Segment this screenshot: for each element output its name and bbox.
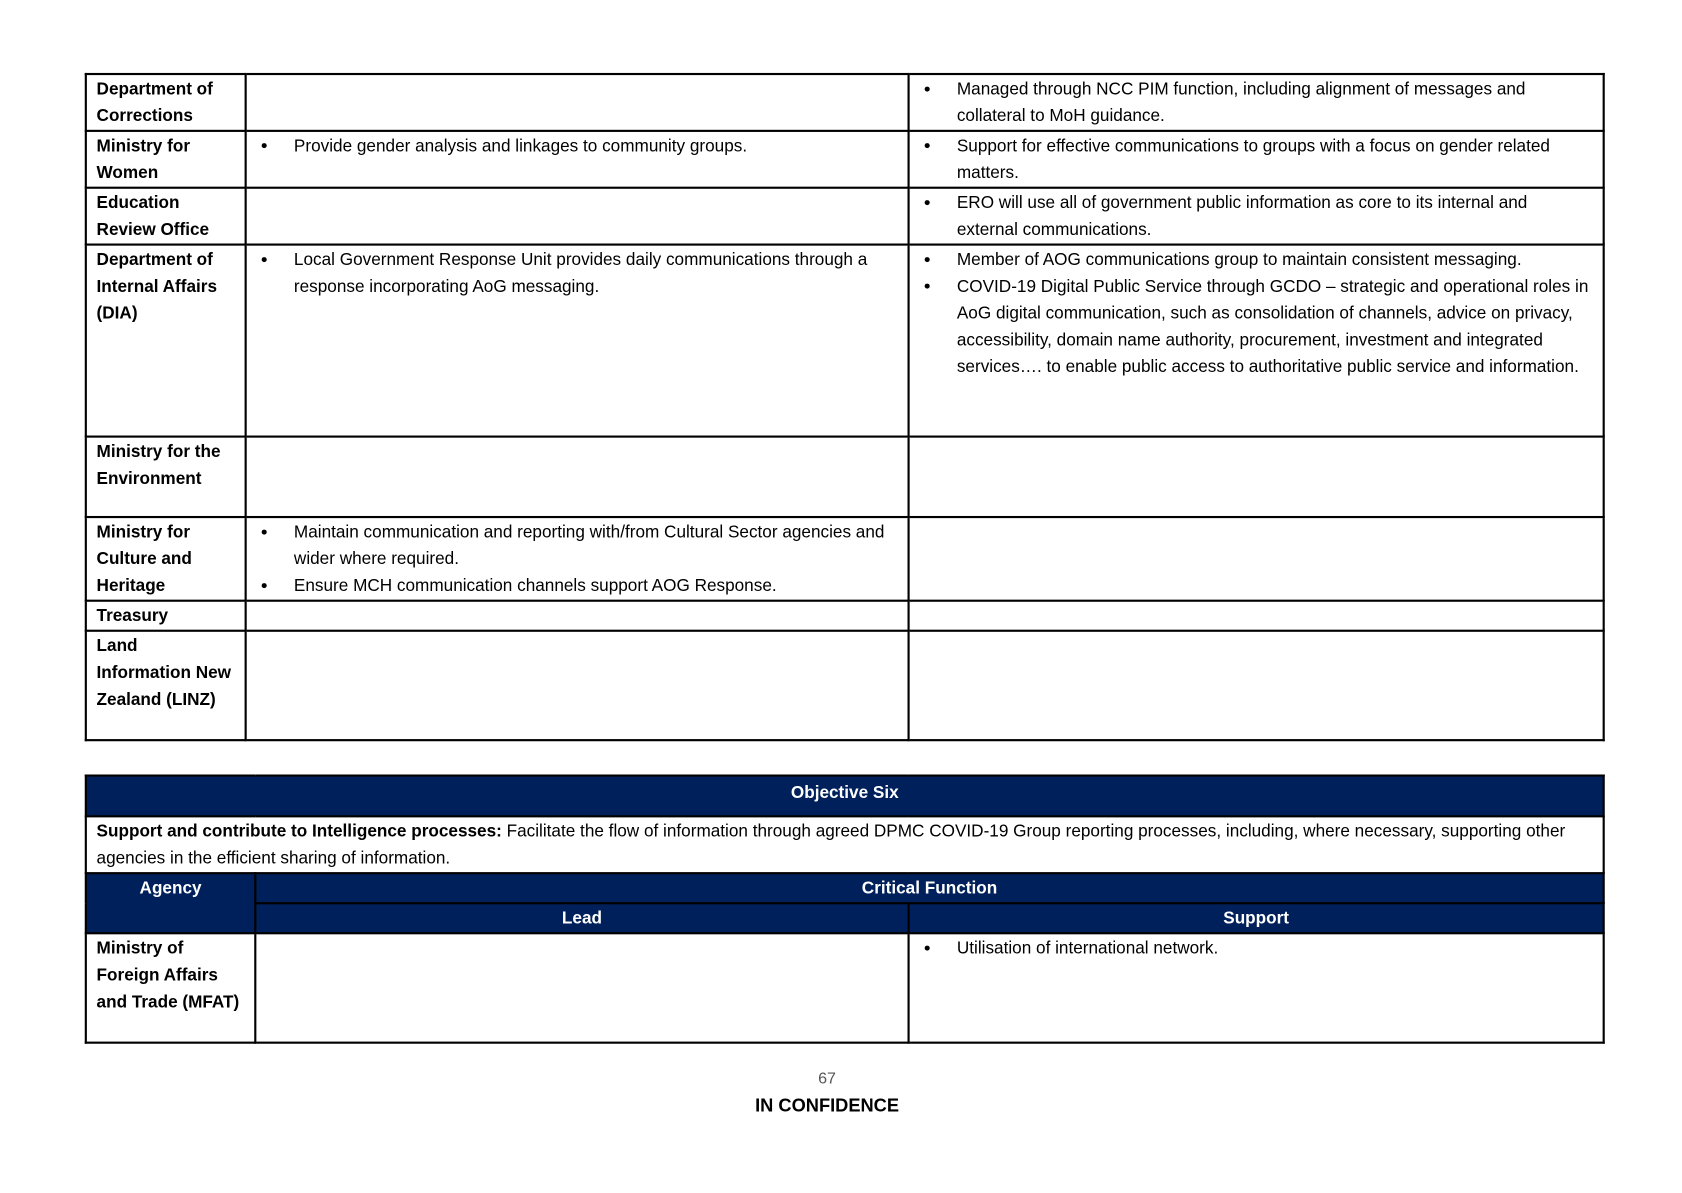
objective-title: Objective Six (86, 776, 1604, 817)
objective-description-text: Facilitate the flow of information through agreed DPMC COVID-19 Group reporting processes, including, where necessary, supporting other agencies in the efficient sharing of information. (96, 822, 1566, 868)
list-item-text: Maintain communication and reporting with/from Cultural Sector agencies and wider where required. (293, 523, 885, 569)
list-item-text: Utilisation of international network. (956, 939, 1219, 958)
table-row (86, 245, 1604, 437)
lead-cell (246, 245, 909, 437)
agency-functions-table (85, 73, 1605, 741)
support-cell (909, 517, 1604, 601)
classification-label: IN CONFIDENCE (755, 1095, 899, 1116)
list-item (919, 76, 1593, 130)
list-item (256, 133, 897, 160)
table-row (86, 131, 1604, 188)
lead-cell (246, 188, 909, 245)
list-item (256, 519, 897, 573)
lead-cell (255, 933, 908, 1042)
support-cell (909, 245, 1604, 437)
table-row (86, 517, 1604, 601)
agency-name: Land Information New Zealand (LINZ) (86, 631, 246, 740)
list-item-text: Local Government Response Unit provides daily communications through a response incorporating AoG messaging. (293, 251, 868, 297)
page-number: 67 (818, 1069, 837, 1088)
support-cell (909, 631, 1604, 740)
agency-name: Department of Internal Affairs (DIA) (86, 245, 246, 437)
table-row (86, 631, 1604, 740)
table-row (86, 601, 1604, 631)
list-item (919, 935, 1593, 962)
bullet-icon: ● (923, 82, 931, 96)
table-row (86, 188, 1604, 245)
header-support: Support (909, 903, 1604, 933)
support-cell (909, 74, 1604, 131)
bullet-icon: ● (923, 941, 931, 955)
agency-name: Ministry for Culture and Heritage (86, 517, 246, 601)
bullet-icon: ● (923, 139, 931, 153)
lead-cell (246, 131, 909, 188)
objective-six-table (85, 774, 1605, 1043)
bullet-icon: ● (923, 279, 931, 293)
list-item-text: ERO will use all of government public information as core to its internal and external communications. (956, 194, 1528, 240)
list-item-text: Member of AOG communications group to maintain consistent messaging. (956, 251, 1522, 270)
agency-name: Ministry for the Environment (86, 437, 246, 517)
list-item (256, 247, 897, 301)
bullet-icon: ● (923, 253, 931, 267)
objective-description (86, 816, 1604, 873)
objective-description-bold: Support and contribute to Intelligence processes: (96, 822, 502, 841)
list-item (256, 573, 897, 600)
lead-cell (246, 74, 909, 131)
list-item-text: COVID-19 Digital Public Service through GCDO – strategic and operational roles in AoG digital communication, such as consolidation of channels, advice on privacy, accessibility, domain name authority, procurement, investment and integrated services…. to enable public access to authoritative public service and information. (956, 277, 1589, 377)
lead-cell (246, 631, 909, 740)
list-item (919, 190, 1593, 244)
support-cell (909, 601, 1604, 631)
table-row (86, 74, 1604, 131)
bullet-icon: ● (260, 253, 268, 267)
lead-cell (246, 437, 909, 517)
list-item-text: Managed through NCC PIM function, including alignment of messages and collateral to MoH guidance. (956, 80, 1526, 126)
lead-cell (246, 601, 909, 631)
support-cell (909, 131, 1604, 188)
list-item-text: Provide gender analysis and linkages to community groups. (293, 137, 748, 156)
list-item (919, 274, 1593, 381)
bullet-icon: ● (260, 525, 268, 539)
agency-name: Treasury (86, 601, 246, 631)
lead-cell (246, 517, 909, 601)
table-row (86, 437, 1604, 517)
list-item-text: Ensure MCH communication channels support AOG Response. (293, 577, 777, 596)
agency-name: Department of Corrections (86, 74, 246, 131)
header-critical-function: Critical Function (255, 873, 1603, 903)
list-item (919, 133, 1593, 187)
header-agency: Agency (86, 873, 255, 933)
agency-name: Education Review Office (86, 188, 246, 245)
support-cell (909, 437, 1604, 517)
agency-name: Ministry for Women (86, 131, 246, 188)
support-cell (909, 188, 1604, 245)
bullet-icon: ● (260, 139, 268, 153)
header-lead: Lead (255, 903, 908, 933)
bullet-icon: ● (923, 196, 931, 210)
support-cell (909, 933, 1604, 1042)
list-item-text: Support for effective communications to groups with a focus on gender related matters. (956, 137, 1550, 183)
bullet-icon: ● (260, 579, 268, 593)
agency-name: Ministry of Foreign Affairs and Trade (MFAT) (86, 933, 255, 1042)
list-item (919, 247, 1593, 274)
